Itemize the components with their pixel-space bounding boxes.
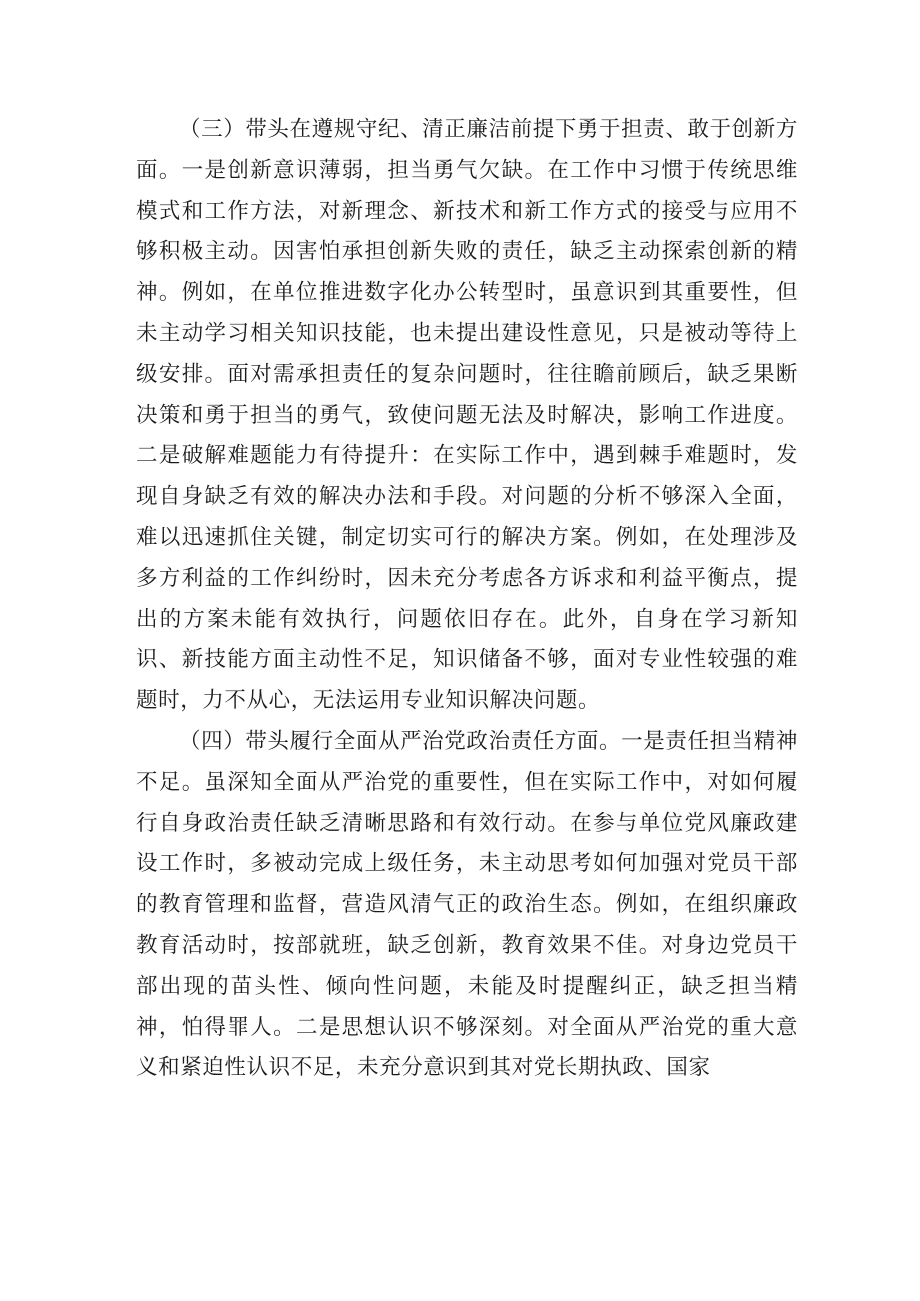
paragraph-section-four: （四）带头履行全面从严治党政治责任方面。一是责任担当精神不足。虽深知全面从严治党的重要性，但在实际工作中，对如何履行自身政治责任缺乏清晰思路和有效行动。在参与单位党风廉政建设工作时，多被动完成上级任务，未主动思考如何加强对党员干部的教育管理和监督，营造风清气正的政治生态。例如，在组织廉政教育活动时，按部就班，缺乏创新，教育效果不佳。对身边党员干部出现的苗头性、倾向性问题，未能及时提醒纠正，缺乏担当精神，怕得罪人。二是思想认识不够深刻。对全面从严治党的重大意义和紧迫性认识不足，未充分意识到其对党长期执政、国家 — [136, 728, 798, 1081]
document-body — [136, 110, 798, 1089]
paragraph-section-three: （三）带头在遵规守纪、清正廉洁前提下勇于担责、敢于创新方面。一是创新意识薄弱，担当勇气欠缺。在工作中习惯于传统思维模式和工作方法，对新理念、新技术和新工作方式的接受与应用不够积极主动。因害怕承担创新失败的责任，缺乏主动探索创新的精神。例如，在单位推进数字化办公转型时，虽意识到其重要性，但未主动学习相关知识技能，也未提出建设性意见，只是被动等待上级安排。面对需承担责任的复杂问题时，往往瞻前顾后，缺乏果断决策和勇于担当的勇气，致使问题无法及时解决，影响工作进度。二是破解难题能力有待提升：在实际工作中，遇到棘手难题时，发现自身缺乏有效的解决办法和手段。对问题的分析不够深入全面，难以迅速抓住关键，制定切实可行的解决方案。例如，在处理涉及多方利益的工作纠纷时，因未充分考虑各方诉求和利益平衡点，提出的方案未能有效执行，问题依旧存在。此外，自身在学习新知识、新技能方面主动性不足，知识储备不够，面对专业性较强的难题时，力不从心，无法运用专业知识解决问题。 — [136, 117, 798, 714]
